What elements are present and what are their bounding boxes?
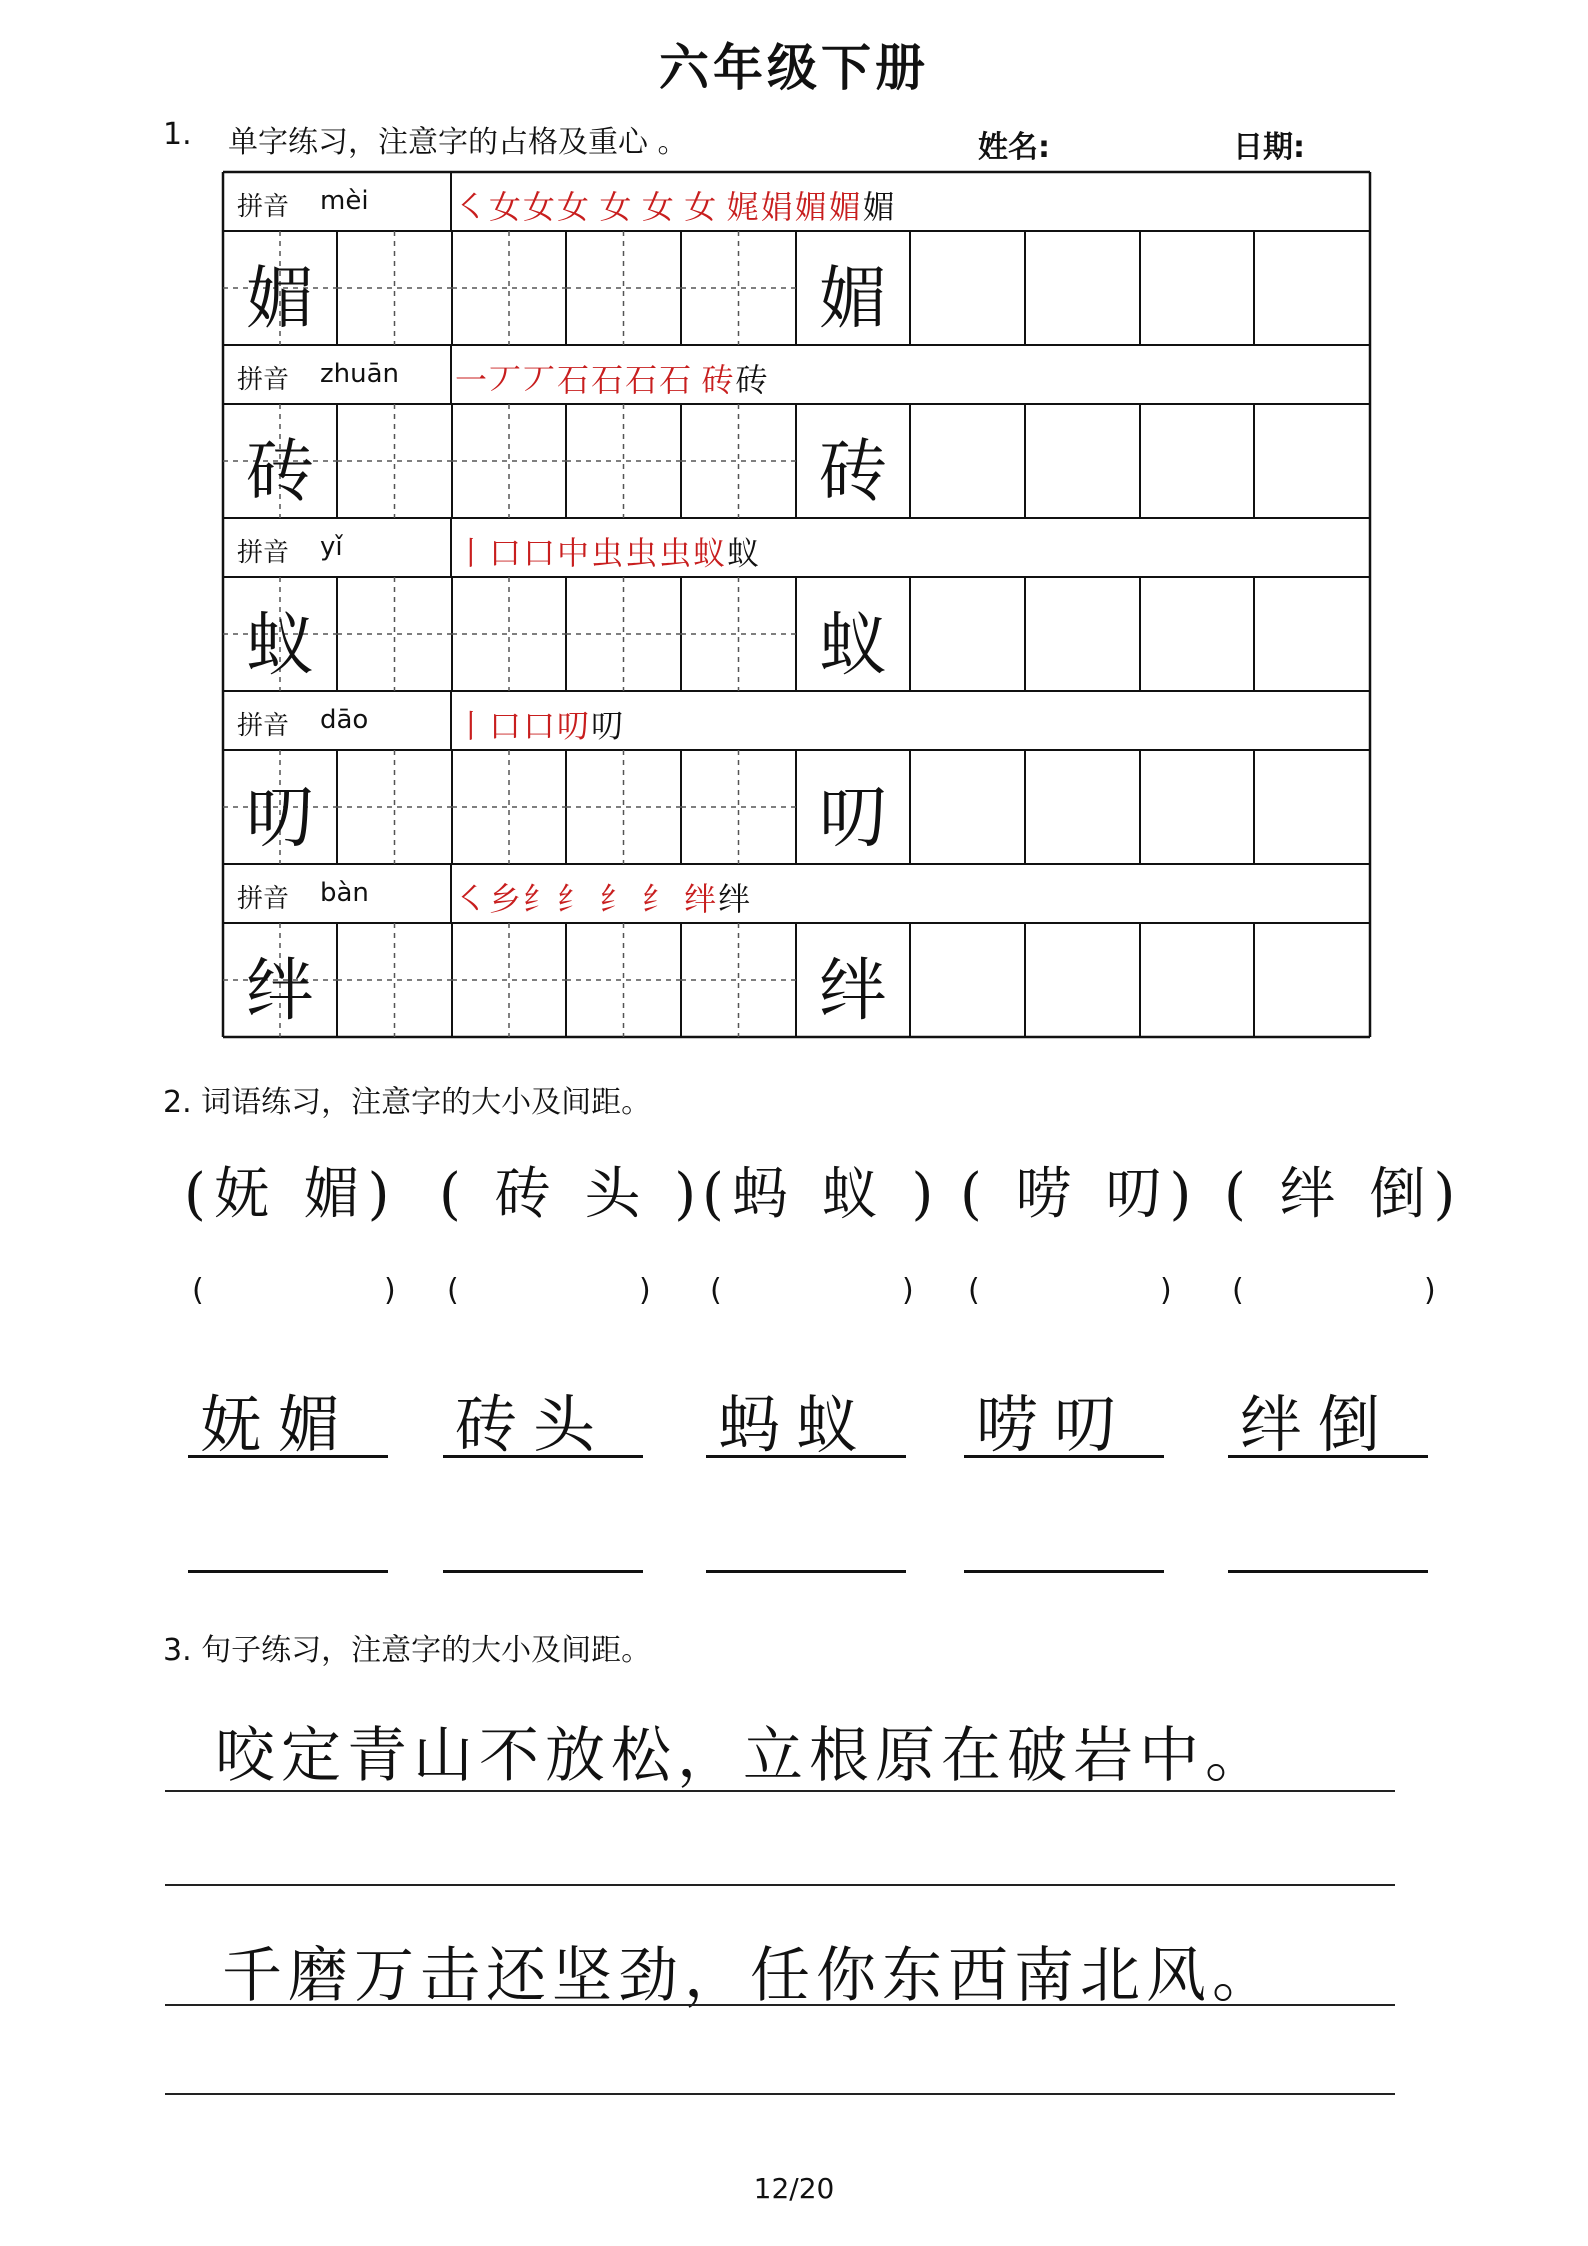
model-char-copy: 媚 <box>818 260 887 339</box>
stroke-step: 砖 <box>701 361 736 399</box>
stroke-step: ㇛ <box>455 880 490 918</box>
stroke-step: 叨 <box>557 707 592 745</box>
stroke-step: 口 <box>489 534 524 572</box>
word-prompt: (妩 媚) <box>184 1162 398 1227</box>
word-write-line[interactable] <box>188 1570 388 1573</box>
stroke-order <box>455 528 761 574</box>
sentence-model-1: 咬定青山不放松，立根原在破岩中。 <box>215 1721 1271 1791</box>
stroke-step: 绊 <box>684 880 719 918</box>
word-write-line[interactable] <box>1228 1570 1428 1573</box>
pinyin-label: 拼音 <box>237 884 290 914</box>
stroke-step: 叨 <box>591 707 626 745</box>
model-char-copy: 砖 <box>818 433 887 512</box>
stroke-order <box>455 355 770 401</box>
stroke-order <box>455 874 752 920</box>
stroke-step: 虫 <box>625 534 660 572</box>
pinyin-value: dāo <box>320 705 369 735</box>
word-model: 唠叨 <box>976 1388 1133 1461</box>
stroke-step: 女 <box>557 188 600 226</box>
sentence-line[interactable] <box>165 2093 1395 2095</box>
pinyin-label: 拼音 <box>237 711 290 741</box>
sentence-line[interactable] <box>165 1884 1395 1886</box>
paren-open: ( <box>447 1273 459 1308</box>
stroke-step: 媚 <box>794 188 829 226</box>
stroke-step: 乡 <box>489 880 524 918</box>
stroke-order <box>455 182 897 228</box>
word-write-line[interactable] <box>443 1570 643 1573</box>
stroke-step: 丆 <box>523 361 558 399</box>
page-title: 六年级下册 <box>659 39 929 97</box>
stroke-step: 纟 <box>523 880 558 918</box>
stroke-step: ㇛ <box>455 188 490 226</box>
stroke-step: 绊 <box>718 880 753 918</box>
stroke-step: 一 <box>455 361 490 399</box>
word-write-line[interactable] <box>964 1570 1164 1573</box>
stroke-step: 娓 <box>726 188 761 226</box>
paren-close: ) <box>384 1273 396 1308</box>
word-line <box>964 1455 1164 1458</box>
name-label: 姓名: <box>978 130 1050 165</box>
paren-open: ( <box>710 1273 722 1308</box>
sentence-line <box>165 1790 1395 1792</box>
date-label: 日期: <box>1233 130 1305 165</box>
pinyin-value: zhuān <box>320 359 400 389</box>
pinyin-value: yǐ <box>320 532 343 562</box>
stroke-step: 女 <box>641 188 685 226</box>
word-line <box>443 1455 643 1458</box>
stroke-step: 中 <box>557 534 592 572</box>
stroke-step: 虫 <box>591 534 626 572</box>
stroke-step: 女 <box>599 188 642 226</box>
word-model: 砖头 <box>455 1388 612 1461</box>
section1-instruction: 单字练习，注意字的占格及重心 。 <box>228 125 688 160</box>
paren-close: ) <box>902 1273 914 1308</box>
paren-close: ) <box>639 1273 651 1308</box>
model-char: 蚁 <box>245 606 314 685</box>
paren-close: ) <box>1160 1273 1172 1308</box>
model-char-copy: 绊 <box>818 952 887 1031</box>
stroke-step: 口 <box>523 534 558 572</box>
stroke-order <box>455 701 625 747</box>
stroke-step: 女 <box>489 188 524 226</box>
stroke-step: 纟 <box>599 880 642 918</box>
word-prompt: (蚂 蚁 ) <box>702 1162 942 1227</box>
model-char-copy: 叨 <box>818 779 887 858</box>
section3-instruction: 3. 句子练习，注意字的大小及间距。 <box>163 1633 652 1668</box>
paren-open: ( <box>1232 1273 1244 1308</box>
pinyin-label: 拼音 <box>237 192 290 222</box>
pinyin-label: 拼音 <box>237 365 290 395</box>
model-char: 绊 <box>245 952 314 1031</box>
word-model: 蚂蚁 <box>718 1388 875 1461</box>
model-char: 叨 <box>245 779 314 858</box>
pinyin-value: mèi <box>320 186 369 216</box>
stroke-step: 媚 <box>828 188 863 226</box>
sentence-model-2: 千磨万击还坚劲，任你东西南北风。 <box>222 1941 1278 2011</box>
stroke-step: 口 <box>489 707 524 745</box>
stroke-step: 女 <box>523 188 558 226</box>
model-char: 砖 <box>245 433 314 512</box>
stroke-step: 纟 <box>557 880 600 918</box>
model-char-copy: 蚁 <box>818 606 887 685</box>
word-prompt: ( 唠 叨) <box>960 1162 1200 1227</box>
stroke-step: 丆 <box>489 361 524 399</box>
stroke-step: 纟 <box>641 880 685 918</box>
model-char: 媚 <box>245 260 314 339</box>
pinyin-label: 拼音 <box>237 538 290 568</box>
stroke-step: 口 <box>523 707 558 745</box>
stroke-step: 丨 <box>455 534 490 572</box>
stroke-step: 媚 <box>862 188 897 226</box>
stroke-step: 砖 <box>735 361 770 399</box>
sentence-line <box>165 2004 1395 2006</box>
stroke-step: 蚁 <box>727 534 762 572</box>
stroke-step: 石 <box>659 361 702 399</box>
stroke-step: 丨 <box>455 707 490 745</box>
stroke-step: 蚁 <box>693 534 728 572</box>
paren-open: ( <box>968 1273 980 1308</box>
paren-close: ) <box>1424 1273 1436 1308</box>
section2-instruction: 2. 词语练习，注意字的大小及间距。 <box>163 1085 652 1120</box>
word-write-line[interactable] <box>706 1570 906 1573</box>
word-line <box>188 1455 388 1458</box>
word-model: 妩媚 <box>200 1388 357 1461</box>
page-number: 12/20 <box>753 2172 835 2205</box>
word-prompt: ( 绊 倒) <box>1224 1162 1464 1227</box>
pinyin-value: bàn <box>320 878 369 908</box>
word-prompt: ( 砖 头 ) <box>439 1162 705 1227</box>
word-line <box>706 1455 906 1458</box>
word-model: 绊倒 <box>1240 1388 1397 1461</box>
stroke-step: 娟 <box>760 188 795 226</box>
paren-open: ( <box>192 1273 204 1308</box>
word-line <box>1228 1455 1428 1458</box>
stroke-step: 石 <box>591 361 626 399</box>
stroke-step: 石 <box>625 361 660 399</box>
stroke-step: 虫 <box>659 534 694 572</box>
stroke-step: 石 <box>557 361 592 399</box>
stroke-step: 女 <box>684 188 727 226</box>
section1-number: 1. <box>163 117 192 152</box>
